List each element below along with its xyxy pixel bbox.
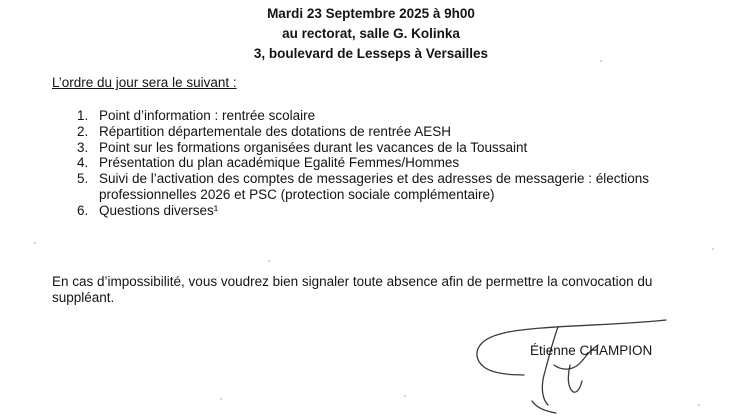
scan-speck xyxy=(698,404,700,406)
scan-speck xyxy=(712,248,714,250)
scan-speck xyxy=(600,60,602,62)
agenda-item-text: Suivi de l’activation des comptes de messageries et des adresses de messagerie : élections professionnelles 2026 et PSC (protection sociale complémentaire) xyxy=(99,171,650,202)
agenda-item-text: Point d’information : rentrée scolaire xyxy=(99,108,316,123)
meeting-header xyxy=(0,4,742,64)
signer-name: Étienne CHAMPION xyxy=(530,343,653,358)
agenda-item-text: Présentation du plan académique Egalité Femmes/Hommes xyxy=(99,155,460,171)
scan-speck xyxy=(404,395,406,397)
agenda-title: L’ordre du jour sera le suivant : xyxy=(52,75,237,90)
agenda-item-number: 6. xyxy=(77,202,89,218)
agenda-item xyxy=(77,155,717,171)
agenda-item-number: 5. xyxy=(77,171,89,187)
agenda-item-number: 1. xyxy=(77,108,89,123)
closing-paragraph: En cas d’impossibilité, vous voudrez bien signaler toute absence afin de permettre la convocation du suppléant. xyxy=(52,274,653,305)
scan-speck xyxy=(220,398,222,400)
agenda-list xyxy=(77,108,717,219)
agenda-item xyxy=(77,124,717,140)
agenda-item-text: Questions diverses¹ xyxy=(99,202,219,218)
meeting-address: 3, boulevard de Lesseps à Versailles xyxy=(253,46,489,61)
scan-speck xyxy=(34,242,36,244)
agenda-item xyxy=(77,140,717,156)
agenda-item-number: 3. xyxy=(77,139,89,155)
agenda-item-number: 4. xyxy=(77,155,89,171)
agenda-item-number: 2. xyxy=(77,123,89,139)
agenda-item-text: Répartition départementale des dotations de rentrée AESH xyxy=(99,123,451,139)
agenda-item xyxy=(77,203,717,219)
agenda-item xyxy=(77,171,717,203)
meeting-date: Mardi 23 Septembre 2025 à 9h00 xyxy=(267,6,475,21)
agenda-item-text: Point sur les formations organisées durant les vacances de la Toussaint xyxy=(99,139,528,155)
meeting-room: au rectorat, salle G. Kolinka xyxy=(282,26,460,41)
handwritten-signature xyxy=(470,305,670,417)
agenda-item xyxy=(77,108,717,124)
signature-stroke xyxy=(532,401,556,413)
scan-speck xyxy=(268,260,270,262)
